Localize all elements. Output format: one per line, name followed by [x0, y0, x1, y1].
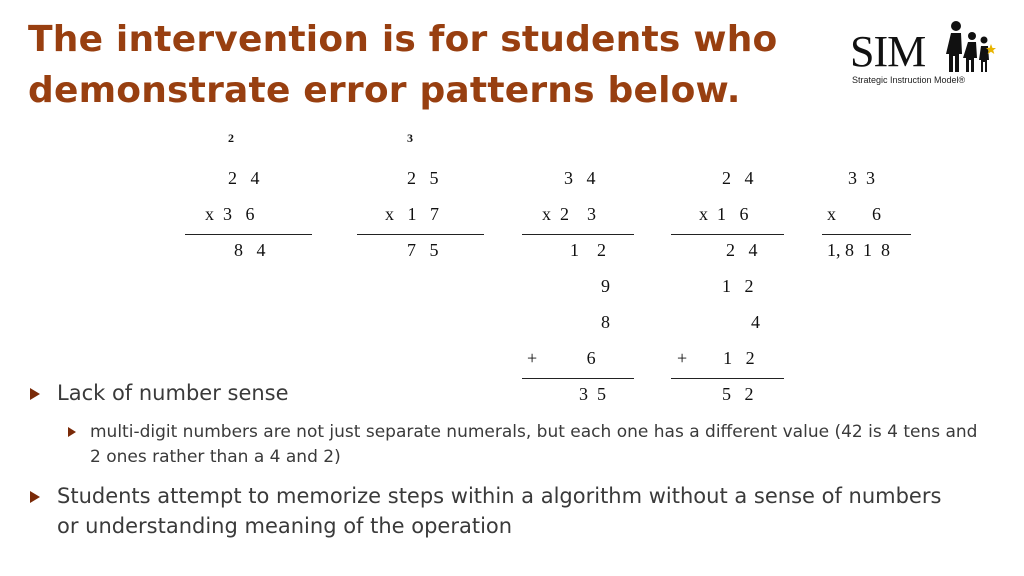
bullet-arrow-icon	[30, 388, 40, 400]
problem-2-answer: 7 5	[407, 240, 439, 260]
problem-4-answer: 5 2	[722, 384, 754, 404]
problem-3-partial-1: 1 2	[570, 240, 606, 260]
bullet-memorize-steps: Students attempt to memorize steps within a algorithm without a sense of numbers or understanding meaning of the operation	[57, 484, 942, 538]
sub-bullet-arrow-icon	[68, 427, 76, 437]
problem-3-partial-2: 9	[601, 276, 610, 296]
problem-3-multiplicand: 3 4	[564, 168, 596, 188]
problem-2-multiplicand: 2 5	[407, 168, 439, 188]
problem-4-partial-3: 4	[751, 312, 760, 332]
problem-5-answer: 1, 8 1 8	[827, 240, 890, 260]
problem-1-multiplicand: 2 4	[228, 168, 260, 188]
problem-2-multiplier: x 1 7	[385, 204, 439, 224]
problem-3-sum-rule	[522, 378, 634, 379]
problem-4-rule	[671, 234, 784, 235]
problem-1-carry: 2	[228, 131, 234, 145]
sub-bullet-multi-digit: multi-digit numbers are not just separate numerals, but each one has a different value (42 is 4 tens and 2 ones rather than a 4 and 2)	[90, 422, 978, 467]
problem-3-partial-3: 8	[601, 312, 610, 332]
sim-logo-text: SIM	[850, 27, 926, 76]
problem-5-multiplicand: 3 3	[848, 168, 875, 188]
family-figures-icon	[944, 20, 996, 74]
problem-4-multiplier: x 1 6	[699, 204, 749, 224]
problem-4-sum-rule	[671, 378, 784, 379]
problem-1-rule	[185, 234, 312, 235]
problem-3-answer: 3 5	[579, 384, 606, 404]
bullet-arrow-icon	[30, 491, 40, 503]
slide-title-line-1: The intervention is for students who	[28, 19, 778, 60]
problem-4-partial-1: 2 4	[726, 240, 758, 260]
problem-4-partial-2: 1 2	[722, 276, 754, 296]
problem-1-answer: 8 4	[234, 240, 266, 260]
problem-3-partial-4: + 6	[527, 348, 596, 368]
problem-1-multiplier: x 3 6	[205, 204, 255, 224]
problem-3-rule	[522, 234, 634, 235]
problem-3-multiplier: x 2 3	[542, 204, 596, 224]
slide-title-line-2: demonstrate error patterns below.	[28, 70, 741, 111]
problem-2-rule	[357, 234, 484, 235]
problem-4-multiplicand: 2 4	[722, 168, 754, 188]
problem-5-multiplier: x 6	[827, 204, 881, 224]
bullet-lack-of-number-sense: Lack of number sense	[57, 381, 289, 405]
sim-logo	[848, 20, 996, 92]
sim-logo-tagline: Strategic Instruction Model®	[852, 75, 966, 85]
slide-title	[28, 14, 778, 116]
problem-4-partial-4: + 1 2	[677, 348, 755, 368]
problem-2-carry: 3	[407, 131, 413, 145]
problem-5-rule	[822, 234, 911, 235]
